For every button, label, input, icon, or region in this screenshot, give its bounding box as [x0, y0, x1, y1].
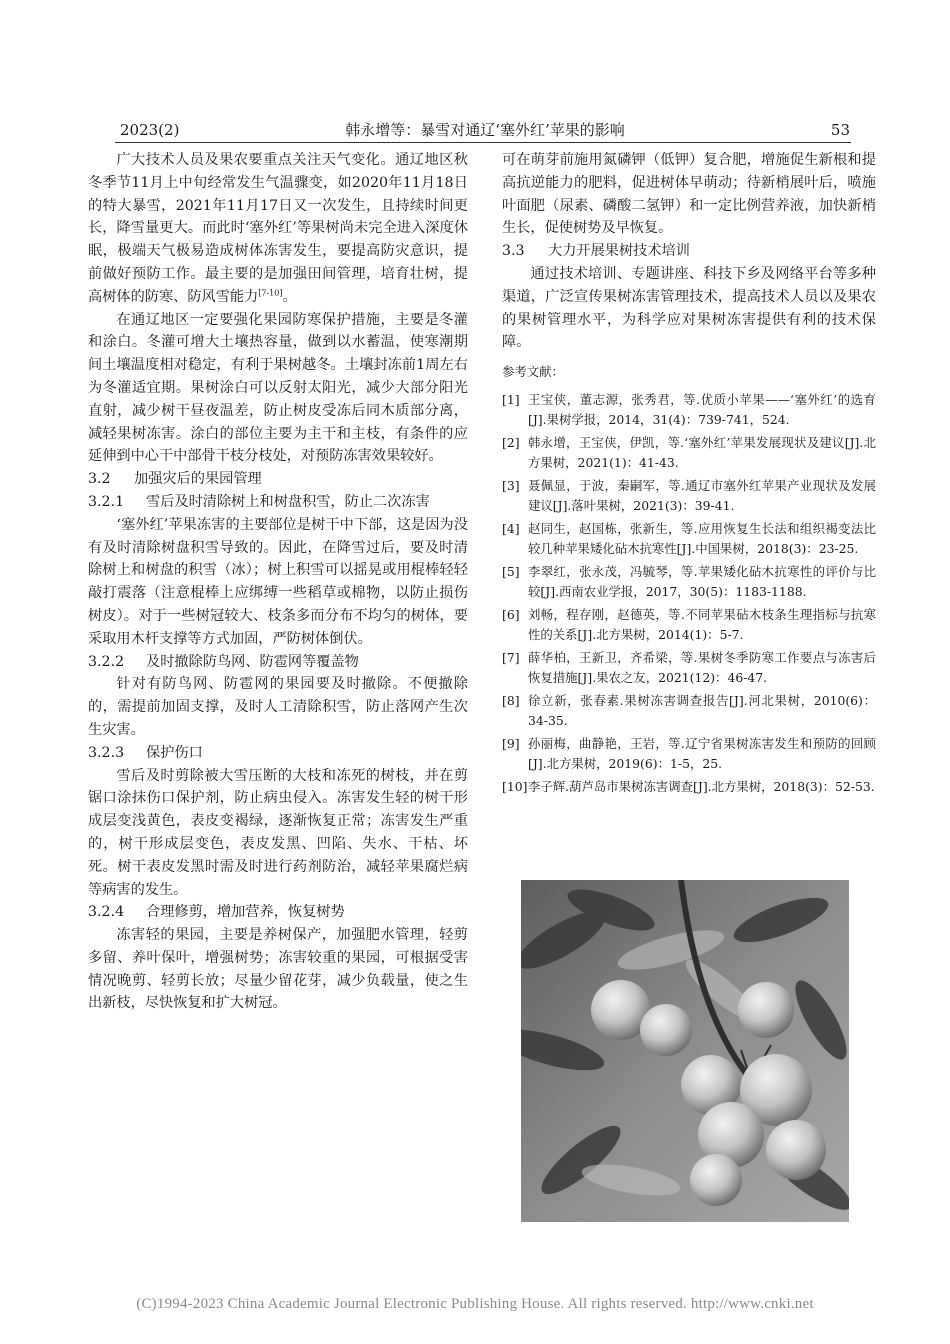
section-title: 及时撤除防鸟网、防雹网等覆盖物 [146, 653, 359, 670]
reference-text: 薛华柏，王新卫，齐希梁，等.果树冬季防寒工作要点与冻害后恢复措施[J].果农之友，2021(12)：46-47. [528, 650, 876, 686]
paragraph-text: 。 [282, 288, 297, 305]
reference-item [502, 433, 876, 473]
paragraph: 在通辽地区一定要强化果园防寒保护措施，主要是冬灌和涂白。冬灌可增大土壤热容量，做到以水蓄温，使寒潮期间土壤温度相对稳定，有利于果树越冬。土壤封冻前1周左右为冬灌适宜期。果树涂白可以反射太阳光，减少大部分阳光直射，减少树干昼夜温差，防止树皮受冻后同木质部分离，减轻果树冻害。涂白的部位主要为主干和主枝，有条件的应延伸到中心干中部骨干枝分枝处，对预防冻害效果较好。 [88, 311, 468, 465]
reference-item [502, 605, 876, 645]
reference-text: 李翠红，张永茂，冯毓琴，等.苹果矮化砧木抗寒性的评价与比较[J].西南农业学报，2017，30(5)：1183-1188. [528, 564, 876, 600]
reference-item [502, 777, 876, 797]
section-title: 合理修剪，增加营养，恢复树势 [146, 904, 345, 921]
section-title: 保护伤口 [146, 744, 203, 761]
reference-text: 韩永增，王宝侠，伊凯，等.‘塞外红’苹果发展现状及建议[J].北方果树，2021(1)：41-43. [528, 435, 876, 471]
paragraph: 针对有防鸟网、防雹网的果园要及时撤除。不便撤除的，需提前加固支撑，及时人工清除积雪，防止落网产生次生灾害。 [88, 676, 468, 738]
subsection-heading [88, 742, 468, 765]
reference-text: 王宝侠，董志源，张秀君，等.优质小苹果——‘塞外红’的选育[J].果树学报，2014，31(4)：739-741，524. [528, 392, 876, 428]
reference-text: 孙丽梅，曲静艳，王岩，等.辽宁省果树冻害发生和预防的回顾[J].北方果树，2019(6)：1-5，25. [528, 736, 876, 772]
references-heading: 参考文献： [502, 364, 564, 380]
header-rule [115, 142, 851, 143]
section-heading [502, 240, 876, 263]
reference-number: [4] [502, 521, 520, 537]
left-column [88, 149, 468, 1015]
reference-number: [5] [502, 564, 520, 580]
paragraph: 可在萌芽前施用氮磷钾（低钾）复合肥，增施促生新根和提高抗逆能力的肥料，促进树体早萌动；待新梢展叶后，喷施叶面肥（尿素、磷酸二氢钾）和一定比例营养液，加快新梢生长，促使树势及早恢复。 [502, 152, 876, 237]
paragraph-text: 广大技术人员及果农要重点关注天气变化。通辽地区秋冬季节11月上中旬经常发生气温骤变，如2020年11月18日的特大暴雪，2021年11月17日又一次发生，且持续时间更长，降雪量更大。而此时‘塞外红’等果树尚未完全进入深度休眠，极端天气极易造成树体冻害发生，要提高防灾意识，提前做好预防工作。最主要的是加强田间管理，培育壮树，提高树体的防寒、防风雪能力 [88, 152, 468, 305]
reference-list [502, 390, 876, 797]
running-header [120, 116, 850, 144]
paragraph: 雪后及时剪除被大雪压断的大枝和冻死的树枝，并在剪锯口涂抹伤口保护剂，防止病虫侵入。冻害发生轻的树干形成层变浅黄色，表皮变褐绿，逐渐恢复正常；冻害发生严重的，树干形成层变色，表皮发黑、凹陷、失水、干枯、坏死。树干表皮发黑时需及时进行药剂防治，减轻苹果腐烂病等病害的发生。 [88, 767, 468, 898]
right-column [502, 149, 876, 800]
issue-number: 2023(2) [120, 121, 180, 139]
reference-item [502, 691, 876, 731]
section-number: 3.2.3 [88, 744, 125, 761]
reference-item [502, 734, 876, 774]
reference-number: [3] [502, 478, 520, 494]
reference-text: 徐立新，张春素.果树冻害调查报告[J].河北果树，2010(6)：34-35. [528, 693, 876, 729]
reference-number: [8] [502, 693, 520, 709]
reference-text: 赵同生，赵国栋，张新生，等.应用恢复生长法和组织褐变法比较几种苹果矮化砧木抗寒性[J].中国果树，2018(3)：23-25. [528, 521, 876, 557]
section-title: 加强灾后的果园管理 [134, 471, 262, 488]
subsection-heading [88, 491, 468, 514]
subsection-heading [88, 901, 468, 924]
apple-cluster-image [521, 880, 849, 1222]
subsection-heading [88, 651, 468, 674]
reference-number: [1] [502, 392, 520, 408]
section-number: 3.2.2 [88, 653, 125, 670]
section-title: 大力开展果树技术培训 [548, 243, 690, 260]
section-number: 3.3 [502, 243, 525, 260]
reference-text: 李子辉.葫芦岛市果树冻害调查[J].北方果树，2018(3)：52-53. [528, 779, 875, 795]
reference-item [502, 476, 876, 516]
reference-item [502, 390, 876, 430]
reference-number: [2] [502, 435, 520, 451]
reference-item [502, 648, 876, 688]
reference-number: [10] [502, 779, 528, 795]
reference-number: [9] [502, 736, 520, 752]
reference-text: 刘畅，程存刚，赵德英，等.不同苹果砧木枝条生理指标与抗寒性的关系[J].北方果树，2014(1)：5-7. [528, 607, 876, 643]
section-heading [88, 468, 468, 491]
section-title: 雪后及时清除树上和树盘积雪，防止二次冻害 [146, 493, 430, 510]
copyright-footer: (C)1994-2023 China Academic Journal Electronic Publishing House. All rights reserved. http://www.cnki.net [136, 1296, 814, 1312]
reference-number: [6] [502, 607, 520, 623]
section-number: 3.2 [88, 471, 111, 488]
page-number: 53 [830, 121, 850, 139]
section-number: 3.2.4 [88, 904, 125, 921]
reference-item [502, 519, 876, 559]
paragraph: ‘塞外红’苹果冻害的主要部位是树干中下部，这是因为没有及时清除树盘积雪导致的。因此，在降雪过后，要及时清除树上和树盘的积雪（冰）；树上积雪可以摇晃或用棍棒轻轻敲打震落（注意棍棒上应绑缚一些稻草或棉物，以防止损伤树皮）。对于一些树冠较大、枝条多而分布不均匀的树体，要采取用木杆支撑等方式加固，严防树体倒伏。 [88, 516, 468, 647]
reference-number: [7] [502, 650, 520, 666]
section-number: 3.2.1 [88, 493, 125, 510]
apple-photo [521, 880, 849, 1222]
reference-text: 聂佩显，于波，秦嗣军，等.通辽市塞外红苹果产业现状及发展建议[J].落叶果树，2021(3)：39-41. [528, 478, 876, 514]
reference-item [502, 562, 876, 602]
running-title: 韩永增等：暴雪对通辽‘塞外红’苹果的影响 [345, 121, 625, 139]
paragraph: 冻害轻的果园，主要是养树保产，加强肥水管理，轻剪多留、养叶保叶，增强树势；冻害较重的果园，可根据受害情况晚剪、轻剪长放；尽量少留花芽，减少负载量，使之生出新枝，尽快恢复和扩大树冠。 [88, 927, 468, 1012]
paragraph [88, 149, 468, 309]
paragraph: 通过技术培训、专题讲座、科技下乡及网络平台等多种渠道，广泛宣传果树冻害管理技术，提高技术人员以及果农的果树管理水平，为科学应对果树冻害提供有利的技术保障。 [502, 265, 876, 351]
citation: [7-10] [258, 288, 283, 298]
